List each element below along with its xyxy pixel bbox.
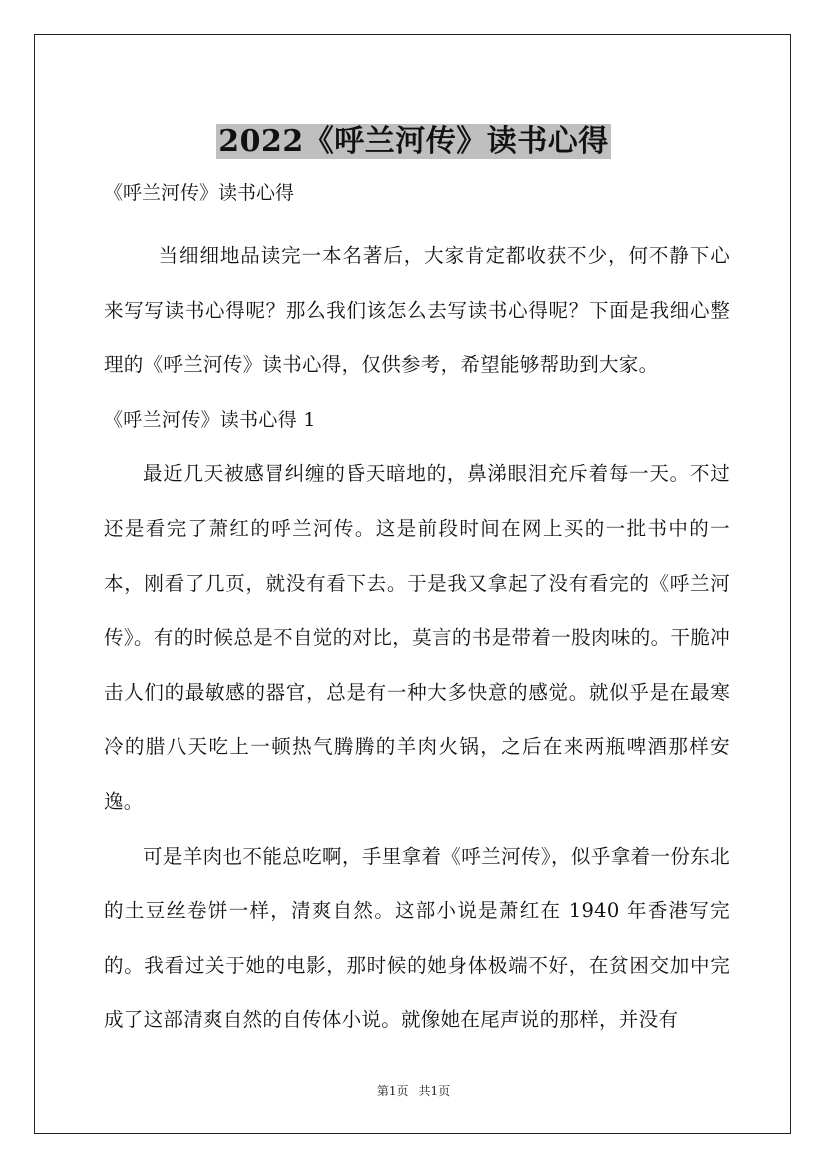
document-title (0, 116, 827, 168)
document-body (104, 229, 730, 1048)
intro-paragraph: 当细细地品读完一本名著后，大家肯定都收获不少，何不静下心来写写读书心得呢？那么我们该怎么去写读书心得呢？下面是我细心整理的《呼兰河传》读书心得，仅供参考，希望能够帮助到大家。 (104, 244, 730, 377)
body-paragraph-1: 最近几天被感冒纠缠的昏天暗地的，鼻涕眼泪充斥着每一天。不过还是看完了萧红的呼兰河传。这是前段时间在网上买的一批书中的一本，刚看了几页，就没有看下去。于是我又拿起了没有看完的《呼兰河传》。有的时候总是不自觉的对比，莫言的书是带着一股肉味的。干脆冲击人们的最敏感的器官，总是有一种大多快意的感觉。就似乎是在最寒冷的腊八天吃上一顿热气腾腾的羊肉火锅，之后在来两瓶啤酒那样安逸。 (104, 462, 730, 813)
document-title-text: 2022《呼兰河传》读书心得 (218, 124, 609, 160)
page-total: 共1页 (418, 1084, 451, 1098)
page-number: 第1页 (376, 1084, 409, 1098)
section-heading: 《呼兰河传》读书心得 1 (104, 408, 316, 431)
document-subtitle: 《呼兰河传》读书心得 (104, 182, 295, 204)
body-paragraph-2: 可是羊肉也不能总吃啊，手里拿着《呼兰河传》，似乎拿着一份东北的土豆丝卷饼一样，清爽自然。这部小说是萧红在 1940 年香港写完的。我看过关于她的电影，那时候的她身体极端不好，在贫困交加中完成了这部清爽自然的自传体小说。就像她在尾声说的那样，并没有 (104, 844, 730, 1032)
page-footer (0, 1082, 827, 1100)
